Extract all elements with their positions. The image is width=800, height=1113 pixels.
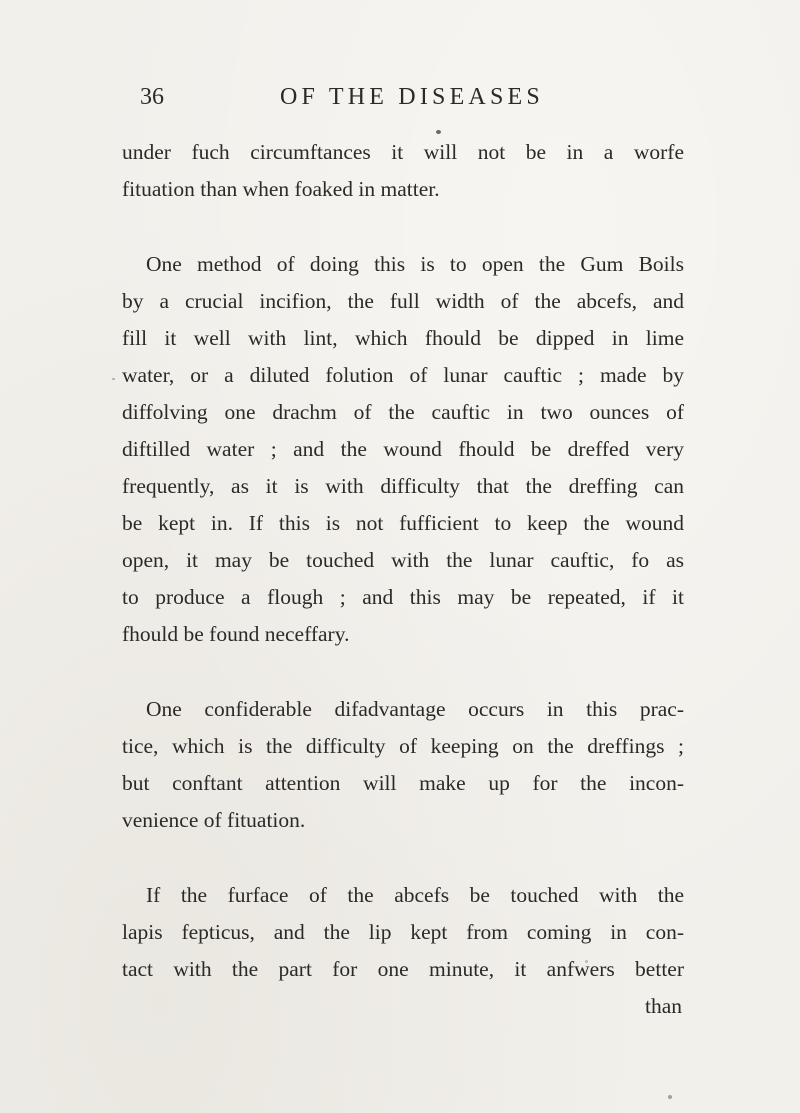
- text-line: water, or a diluted folution of lunar cauftic ; made by: [122, 363, 684, 387]
- paper-speck: [668, 1095, 672, 1099]
- text-line: open, it may be touched with the lunar cauftic, fo as: [122, 548, 684, 572]
- paragraph-gap: [122, 653, 684, 691]
- paragraph: [122, 246, 684, 653]
- paper-speck: [436, 130, 441, 134]
- page-number: 36: [140, 84, 164, 110]
- text-line: venience of fituation.: [122, 808, 306, 832]
- text-line: tice, which is the difficulty of keeping on the dreffings ;: [122, 734, 684, 758]
- paper-speck: [112, 378, 115, 380]
- text-line: fituation than when foaked in matter.: [122, 177, 440, 201]
- text-line: fhould be found neceffary.: [122, 622, 350, 646]
- text-line: to produce a flough ; and this may be repeated, if it: [122, 585, 684, 609]
- text-line: fill it well with lint, which fhould be dipped in lime: [122, 326, 684, 350]
- paragraph: [122, 134, 684, 208]
- text-line: under fuch circumftances it will not be in a worfe: [122, 140, 684, 164]
- text-line: lapis fepticus, and the lip kept from coming in con-: [122, 920, 684, 944]
- paragraph-gap: [122, 839, 684, 877]
- paragraph: [122, 691, 684, 839]
- text-line: but conftant attention will make up for the incon-: [122, 771, 684, 795]
- catchword: than: [644, 994, 682, 1018]
- running-title: OF THE DISEASES: [280, 84, 544, 110]
- running-head: [140, 84, 700, 124]
- paragraph: [122, 877, 684, 1025]
- text-line: One confiderable difadvantage occurs in this prac-: [146, 697, 684, 721]
- text-line: If the furface of the abcefs be touched with the: [146, 883, 684, 907]
- text-line: be kept in. If this is not fufficient to keep the wound: [122, 511, 684, 535]
- paper-speck: [585, 960, 588, 963]
- text-line: diftilled water ; and the wound fhould be dreffed very: [122, 437, 684, 461]
- text-line: frequently, as it is with difficulty that the dreffing can: [122, 474, 684, 498]
- body-text: [122, 134, 684, 1025]
- text-line: by a crucial incifion, the full width of the abcefs, and: [122, 289, 684, 313]
- text-line: One method of doing this is to open the Gum Boils: [146, 252, 684, 276]
- text-line: tact with the part for one minute, it anfwers better: [122, 957, 684, 981]
- paragraph-gap: [122, 208, 684, 246]
- text-line: diffolving one drachm of the cauftic in two ounces of: [122, 400, 684, 424]
